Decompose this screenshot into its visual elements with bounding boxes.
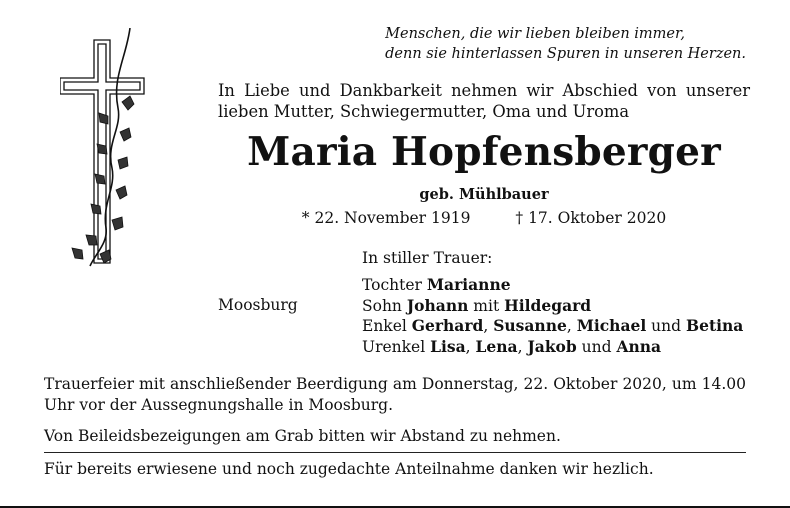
mourner-relation-text: mit <box>468 296 505 315</box>
mourner-relation-text: Enkel <box>362 317 412 335</box>
mourner-name: Lisa <box>430 336 466 356</box>
mourner-relation-text: , <box>566 317 577 335</box>
mourners-place: Moosburg <box>218 296 298 314</box>
mourners-list <box>362 275 743 357</box>
mourner-relation-text: und <box>646 317 686 335</box>
mourner-line <box>362 296 743 317</box>
deceased-name: Maria Hopfensberger <box>247 129 721 175</box>
maiden-name: geb. Mühlbauer <box>419 186 549 203</box>
mourner-name: Hildegard <box>504 295 592 315</box>
cross-with-ivy-icon <box>60 28 150 273</box>
mourner-line <box>362 316 743 337</box>
mourner-relation-text: Tochter <box>362 276 427 294</box>
thanks-text: Für bereits erwiesene und noch zugedachte Anteilnahme danken wir hezlich. <box>44 460 654 478</box>
divider <box>44 452 746 453</box>
mourner-relation-text: und <box>576 337 617 356</box>
mourner-name: Jakob <box>527 336 577 356</box>
funeral-service-text: Trauerfeier mit anschließender Beerdigung am Donnerstag, 22. Oktober 2020, um 14.00 Uhr vor der Aussegnungshalle in Moosburg. <box>44 375 746 414</box>
intro-text: In Liebe und Dankbarkeit nehmen wir Abschied von unserer lieben Mutter, Schwiegermutter, Oma und Uroma <box>218 81 750 121</box>
mourner-relation-text: , <box>517 337 528 356</box>
mourner-line <box>362 337 743 358</box>
motto-line-1: Menschen, die wir lieben bleiben immer, <box>385 26 685 42</box>
motto-quote <box>385 24 746 64</box>
mourner-name: Susanne <box>493 316 567 335</box>
mourner-name: Betina <box>686 316 744 335</box>
mourner-relation-text: Sohn <box>362 296 407 315</box>
mourner-name: Anna <box>616 336 662 356</box>
death-date: † 17. Oktober 2020 <box>515 209 667 227</box>
mourner-name: Gerhard <box>411 316 484 335</box>
mourner-name: Marianne <box>426 275 511 294</box>
condolence-request: Von Beileidsbezeigungen am Grab bitten wir Abstand zu nehmen. <box>44 427 561 445</box>
mourners-title: In stiller Trauer: <box>362 249 493 267</box>
mourner-name: Johann <box>406 295 469 315</box>
mourner-relation-text: Urenkel <box>362 337 431 356</box>
mourner-name: Lena <box>475 336 518 356</box>
motto-line-2: denn sie hinterlassen Spuren in unseren Herzen. <box>385 46 746 62</box>
life-dates <box>218 208 750 228</box>
birth-date: * 22. November 1919 <box>301 209 471 227</box>
mourner-relation-text: , <box>465 337 476 356</box>
mourner-line <box>362 275 743 296</box>
mourner-relation-text: , <box>483 317 494 335</box>
mourner-name: Michael <box>576 316 647 335</box>
